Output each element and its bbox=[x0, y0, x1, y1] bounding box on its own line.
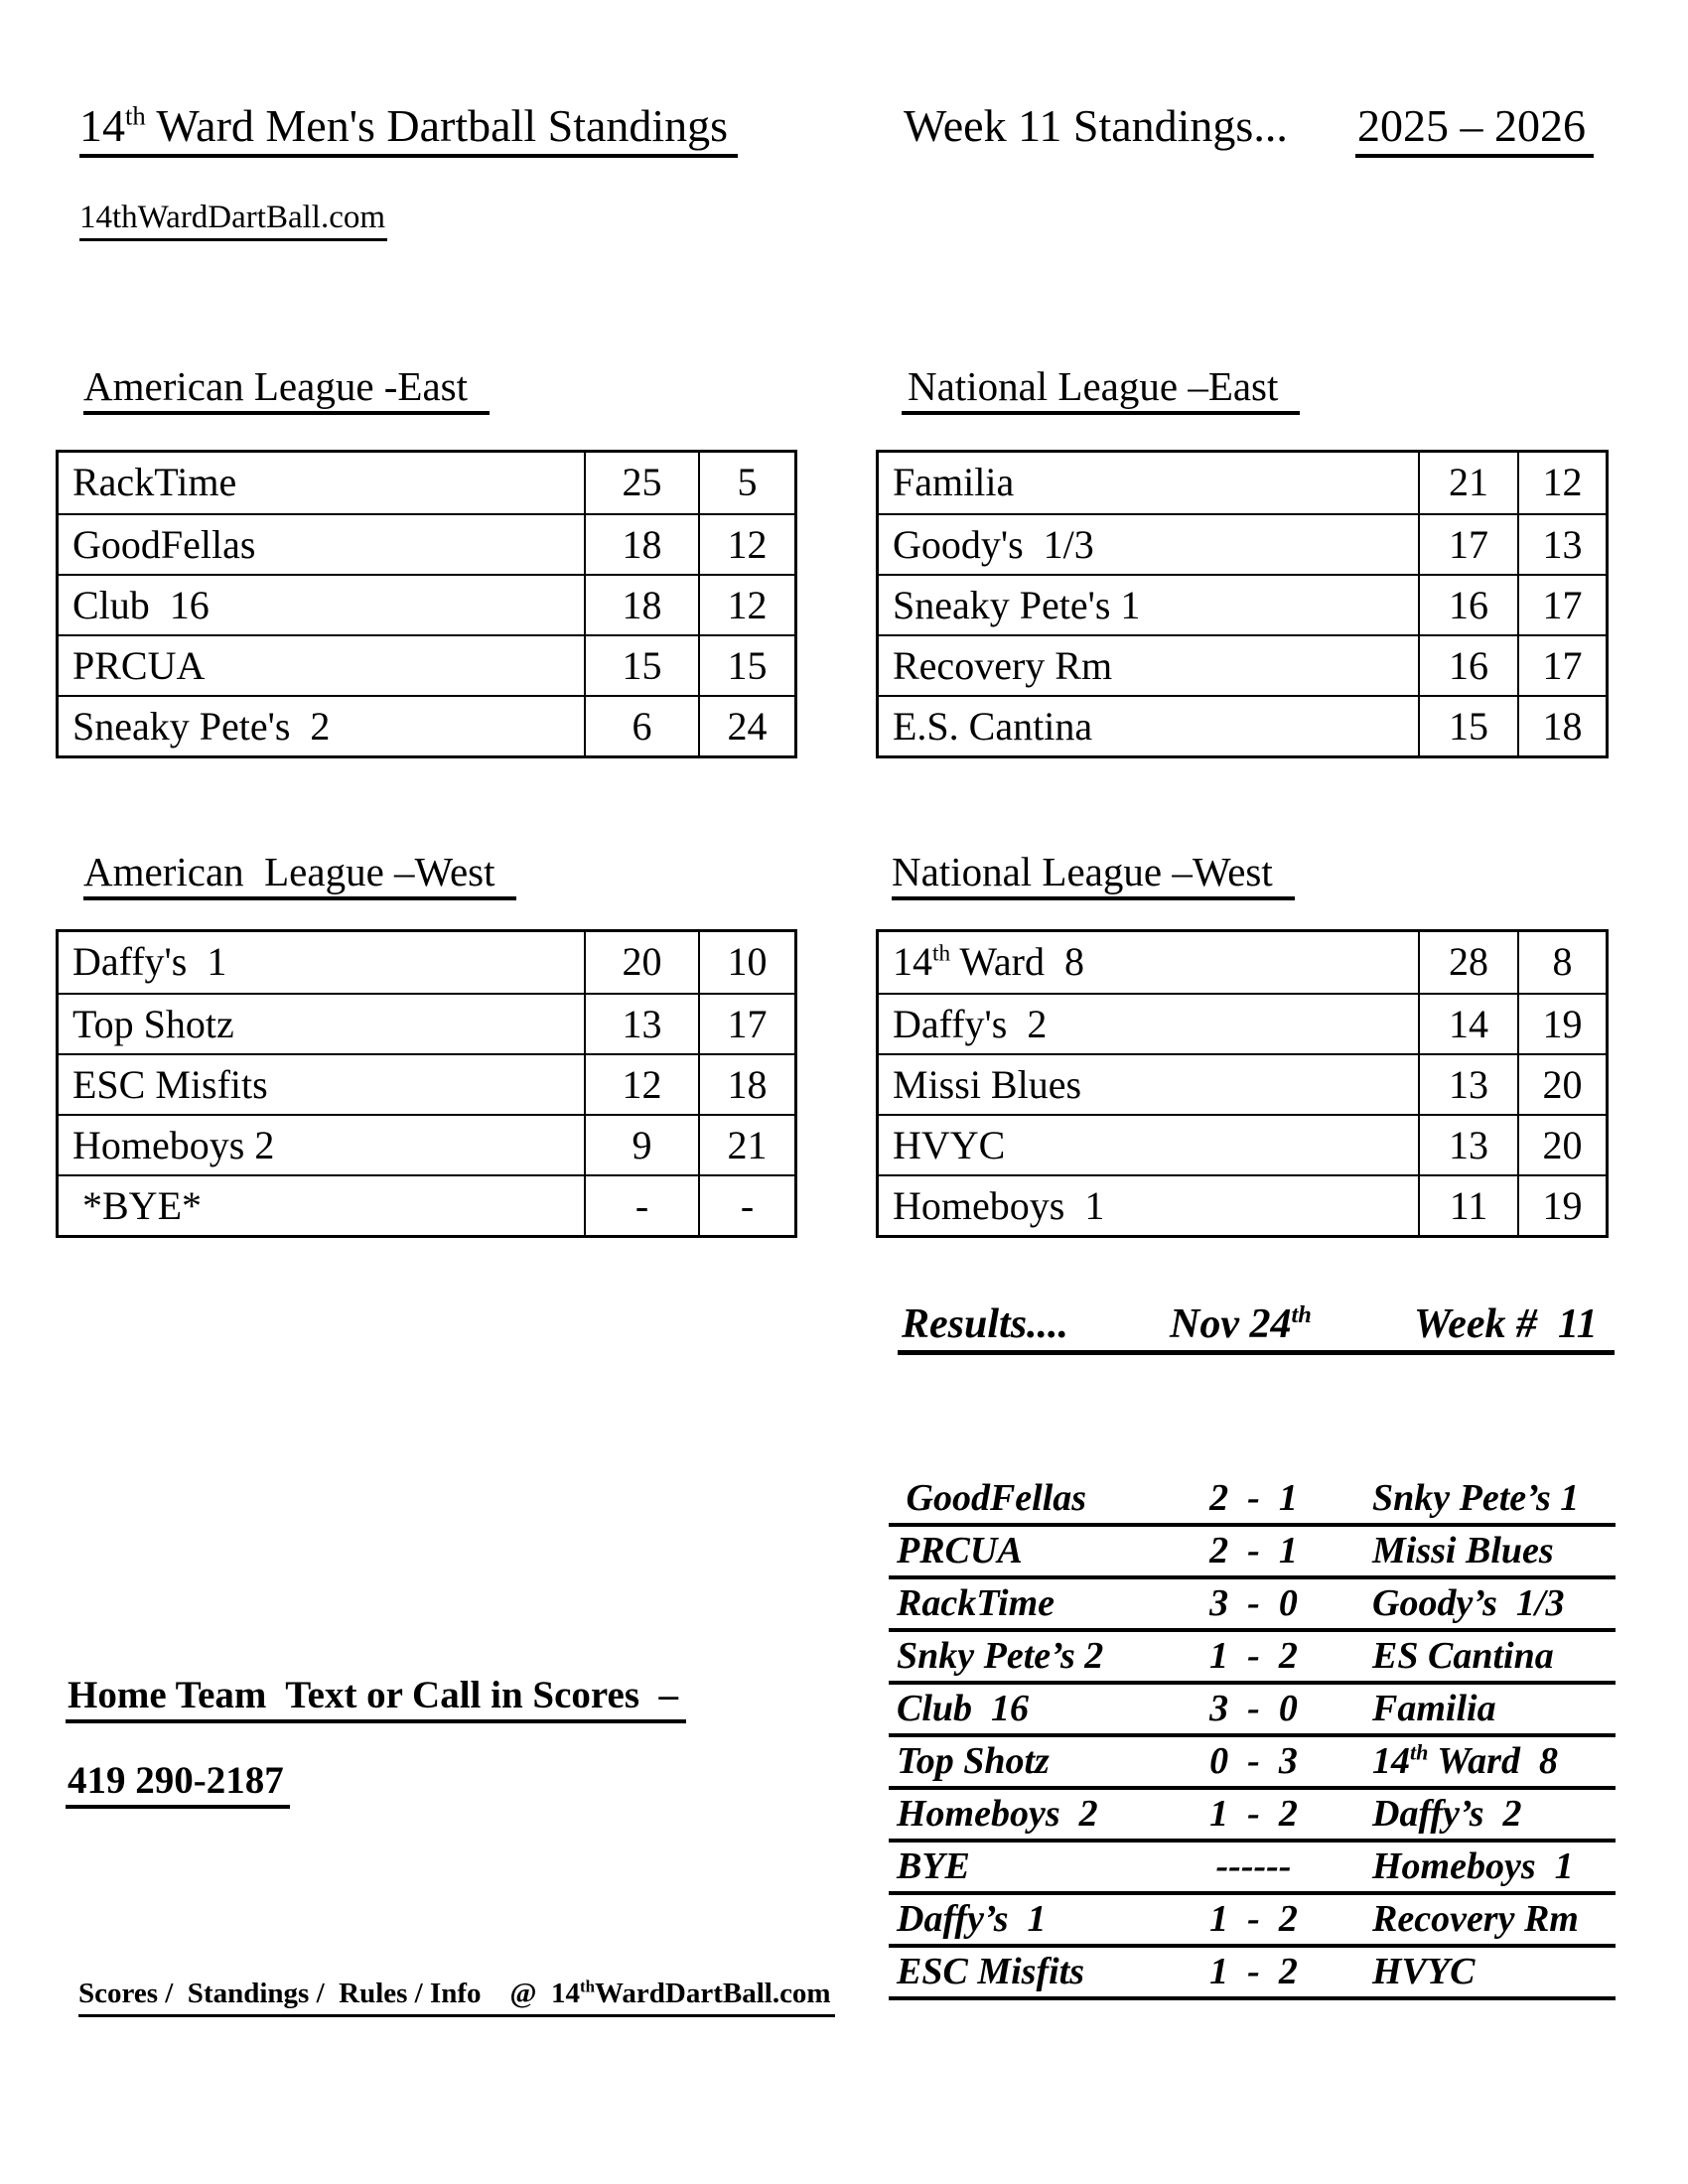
league-title-national-east: National League –East bbox=[902, 366, 1300, 415]
results-header bbox=[898, 1301, 1615, 1355]
result-row bbox=[889, 1790, 1616, 1843]
standings-row bbox=[879, 1174, 1606, 1235]
superscript: th bbox=[1291, 1301, 1312, 1328]
losses-cell: 17 bbox=[1517, 576, 1606, 634]
team-name-cell: *BYE* bbox=[72, 1183, 202, 1228]
result-home-team: PRCUA bbox=[897, 1530, 1023, 1571]
standings-row bbox=[59, 574, 794, 634]
result-score: 1 - 2 bbox=[1209, 1951, 1298, 1992]
result-row bbox=[889, 1579, 1616, 1632]
losses-cell: 17 bbox=[698, 995, 794, 1053]
result-score: 1 - 2 bbox=[1209, 1793, 1298, 1835]
losses-cell: 12 bbox=[698, 576, 794, 634]
team-name-cell: Familia bbox=[893, 460, 1015, 504]
standings-row bbox=[879, 513, 1606, 574]
wins-cell: 6 bbox=[584, 697, 698, 755]
result-score: 0 - 3 bbox=[1209, 1740, 1298, 1782]
wins-cell: 13 bbox=[1418, 1116, 1517, 1174]
wins-cell: 15 bbox=[584, 636, 698, 695]
results-week-number: Week # 11 bbox=[1414, 1301, 1598, 1347]
standings-table-american-east bbox=[56, 450, 797, 758]
wins-cell: 16 bbox=[1418, 576, 1517, 634]
team-name-cell: Homeboys 1 bbox=[893, 1183, 1105, 1228]
team-name-cell: E.S. Cantina bbox=[893, 704, 1093, 749]
result-away-team: Familia bbox=[1372, 1688, 1496, 1729]
superscript: th bbox=[1410, 1739, 1429, 1765]
result-score: 2 - 1 bbox=[1209, 1530, 1298, 1571]
team-name-cell: Daffy's 2 bbox=[893, 1002, 1048, 1046]
result-home-team: Club 16 bbox=[897, 1688, 1030, 1729]
wins-cell: 14 bbox=[1418, 995, 1517, 1053]
team-name-cell: Club 16 bbox=[72, 583, 210, 627]
team-name-cell: Homeboys 2 bbox=[72, 1123, 275, 1167]
losses-cell: 19 bbox=[1517, 1176, 1606, 1235]
season-label: 2025 – 2026 bbox=[1355, 103, 1594, 158]
team-name-cell: ESC Misfits bbox=[72, 1062, 268, 1107]
result-home-team: RackTime bbox=[897, 1582, 1055, 1624]
team-name-cell: GoodFellas bbox=[72, 522, 256, 567]
team-name-cell: Recovery Rm bbox=[893, 643, 1113, 688]
wins-cell: 11 bbox=[1418, 1176, 1517, 1235]
wins-cell: 12 bbox=[584, 1055, 698, 1114]
wins-cell: 13 bbox=[584, 995, 698, 1053]
result-away-team: Missi Blues bbox=[1372, 1530, 1554, 1571]
standings-row bbox=[879, 993, 1606, 1053]
result-home-team: ESC Misfits bbox=[897, 1951, 1085, 1992]
results-title: Results.... bbox=[902, 1301, 1069, 1347]
standings-row bbox=[879, 1114, 1606, 1174]
result-row bbox=[889, 1737, 1616, 1790]
result-home-team: BYE bbox=[897, 1845, 970, 1887]
result-home-team: Top Shotz bbox=[897, 1740, 1050, 1782]
result-home-team: Homeboys 2 bbox=[897, 1793, 1098, 1835]
result-away-team: Daffy’s 2 bbox=[1372, 1793, 1522, 1835]
result-home-team: Snky Pete’s 2 bbox=[897, 1635, 1104, 1677]
standings-row bbox=[59, 993, 794, 1053]
standings-row bbox=[59, 1174, 794, 1235]
losses-cell: 18 bbox=[1517, 697, 1606, 755]
result-score: 2 - 1 bbox=[1209, 1477, 1298, 1519]
result-away-team: Homeboys 1 bbox=[1372, 1845, 1574, 1887]
team-name-cell: RackTime bbox=[72, 460, 237, 504]
standings-row bbox=[59, 695, 794, 755]
wins-cell: 15 bbox=[1418, 697, 1517, 755]
result-score: 1 - 2 bbox=[1209, 1898, 1298, 1940]
standings-row bbox=[59, 932, 794, 993]
result-score: 3 - 0 bbox=[1209, 1688, 1298, 1729]
superscript: th bbox=[125, 100, 146, 131]
team-name-cell: Goody's 1/3 bbox=[893, 522, 1094, 567]
result-away-team: 14th Ward 8 bbox=[1372, 1739, 1558, 1782]
standings-row bbox=[59, 453, 794, 513]
wins-cell: 28 bbox=[1418, 932, 1517, 993]
wins-cell: 25 bbox=[584, 453, 698, 513]
results-date: Nov 24th bbox=[1170, 1301, 1312, 1347]
team-name-cell: 14th Ward 8 bbox=[893, 939, 1084, 984]
losses-cell: 10 bbox=[698, 932, 794, 993]
contact-instructions: Home Team Text or Call in Scores – bbox=[66, 1676, 686, 1723]
standings-row bbox=[879, 574, 1606, 634]
losses-cell: 17 bbox=[1517, 636, 1606, 695]
standings-row bbox=[59, 1053, 794, 1114]
result-score: 1 - 2 bbox=[1209, 1635, 1298, 1677]
standings-row bbox=[59, 513, 794, 574]
losses-cell: 21 bbox=[698, 1116, 794, 1174]
team-name-cell: Daffy's 1 bbox=[72, 939, 227, 984]
league-title-national-west: National League –West bbox=[892, 852, 1295, 900]
standings-table-national-east bbox=[876, 450, 1609, 758]
league-title-american-east: American League -East bbox=[83, 366, 490, 415]
wins-cell: 16 bbox=[1418, 636, 1517, 695]
result-away-team: Recovery Rm bbox=[1372, 1898, 1579, 1940]
result-away-team: Goody’s 1/3 bbox=[1372, 1582, 1565, 1624]
superscript: th bbox=[580, 1977, 595, 1996]
standings-row bbox=[59, 634, 794, 695]
wins-cell: 21 bbox=[1418, 453, 1517, 513]
team-name-cell: HVYC bbox=[893, 1123, 1006, 1167]
team-name-cell: Sneaky Pete's 2 bbox=[72, 704, 331, 749]
team-name-cell: Missi Blues bbox=[893, 1062, 1082, 1107]
losses-cell: 8 bbox=[1517, 932, 1606, 993]
standings-row bbox=[879, 932, 1606, 993]
standings-row bbox=[879, 634, 1606, 695]
team-name-cell: Top Shotz bbox=[72, 1002, 234, 1046]
result-row bbox=[889, 1895, 1616, 1948]
standings-row bbox=[879, 695, 1606, 755]
wins-cell: 13 bbox=[1418, 1055, 1517, 1114]
contact-phone: 419 290-2187 bbox=[66, 1761, 290, 1809]
standings-row bbox=[879, 453, 1606, 513]
losses-cell: - bbox=[698, 1176, 794, 1235]
losses-cell: 15 bbox=[698, 636, 794, 695]
result-row bbox=[889, 1474, 1616, 1527]
wins-cell: 18 bbox=[584, 515, 698, 574]
losses-cell: 18 bbox=[698, 1055, 794, 1114]
page-title: 14th Ward Men's Dartball Standings bbox=[79, 103, 738, 158]
result-row bbox=[889, 1948, 1616, 2000]
losses-cell: 5 bbox=[698, 453, 794, 513]
standings-table-national-west bbox=[876, 929, 1609, 1238]
week-standings-label: Week 11 Standings... bbox=[904, 100, 1288, 151]
result-home-team: Daffy’s 1 bbox=[897, 1898, 1047, 1940]
result-home-team: GoodFellas bbox=[897, 1477, 1087, 1519]
team-name-cell: PRCUA bbox=[72, 643, 206, 688]
result-score: 3 - 0 bbox=[1209, 1582, 1298, 1624]
standings-table-american-west bbox=[56, 929, 797, 1238]
footer-website-line: Scores / Standings / Rules / Info @ 14thWardDartBall.com bbox=[78, 1979, 835, 2017]
losses-cell: 20 bbox=[1517, 1116, 1606, 1174]
wins-cell: 20 bbox=[584, 932, 698, 993]
wins-cell: 17 bbox=[1418, 515, 1517, 574]
losses-cell: 12 bbox=[1517, 453, 1606, 513]
website-url: 14thWardDartBall.com bbox=[79, 202, 387, 241]
result-row bbox=[889, 1632, 1616, 1685]
result-row bbox=[889, 1685, 1616, 1737]
losses-cell: 20 bbox=[1517, 1055, 1606, 1114]
losses-cell: 13 bbox=[1517, 515, 1606, 574]
standings-row bbox=[879, 1053, 1606, 1114]
team-name-cell: Sneaky Pete's 1 bbox=[893, 583, 1141, 627]
losses-cell: 19 bbox=[1517, 995, 1606, 1053]
wins-cell: - bbox=[584, 1176, 698, 1235]
results-list bbox=[889, 1474, 1616, 2000]
result-row bbox=[889, 1527, 1616, 1579]
result-row bbox=[889, 1843, 1616, 1895]
wins-cell: 9 bbox=[584, 1116, 698, 1174]
result-away-team: ES Cantina bbox=[1372, 1635, 1554, 1677]
losses-cell: 24 bbox=[698, 697, 794, 755]
superscript: th bbox=[932, 940, 951, 967]
league-title-american-west: American League –West bbox=[83, 852, 516, 900]
losses-cell: 12 bbox=[698, 515, 794, 574]
result-away-team: HVYC bbox=[1372, 1951, 1476, 1992]
result-score: ------ bbox=[1215, 1845, 1292, 1887]
standings-row bbox=[59, 1114, 794, 1174]
result-away-team: Snky Pete’s 1 bbox=[1372, 1477, 1580, 1519]
wins-cell: 18 bbox=[584, 576, 698, 634]
